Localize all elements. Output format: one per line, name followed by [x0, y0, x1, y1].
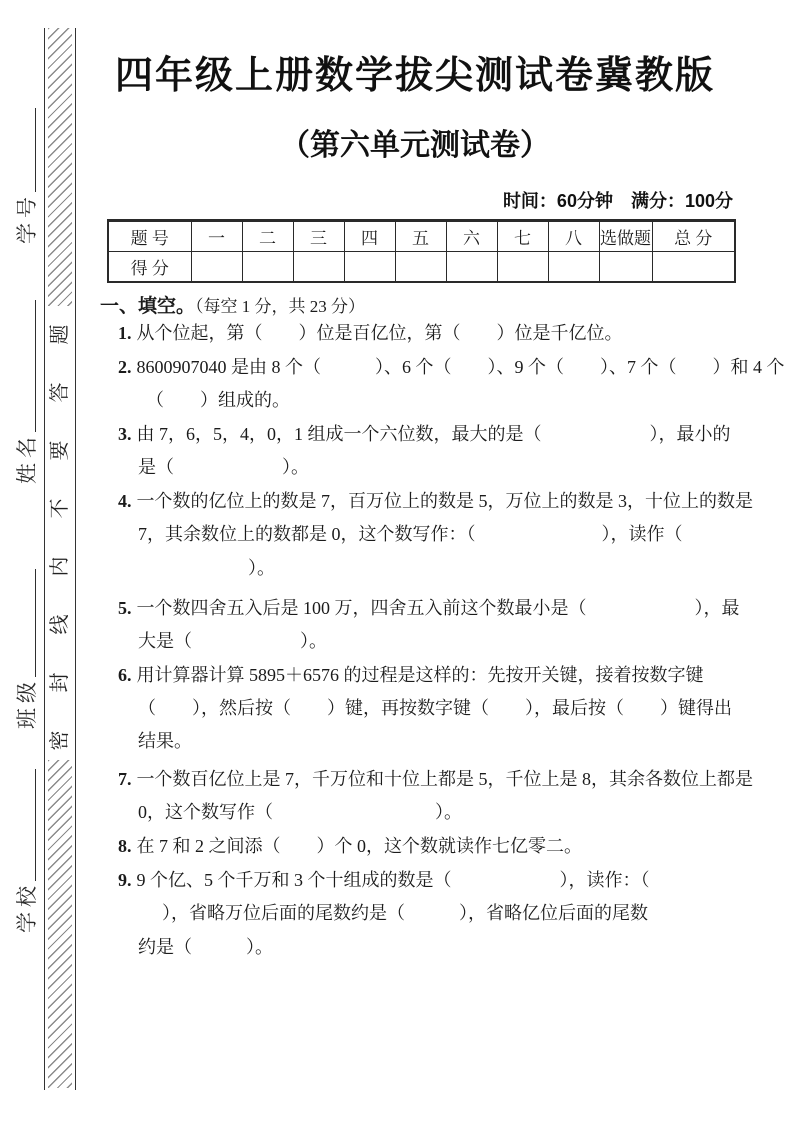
section-1-points-note: （每空 1 分，共 23 分） [195, 297, 366, 316]
student-name-field [12, 300, 40, 484]
question-6-line-2 [138, 697, 732, 719]
question-6-line-3 [138, 730, 192, 752]
question-2-number: 2. [118, 357, 132, 377]
question-9-text: 9 个亿、5 个千万和 3 个十组成的数是（ ），读作：（ [136, 870, 650, 890]
question-4-line-3 [248, 557, 275, 579]
student-id-field [12, 108, 40, 244]
score-table-header-cell: 四 [344, 221, 395, 252]
score-row-label: 得 分 [108, 252, 191, 283]
question-3-number: 3. [118, 424, 132, 444]
question-2-line-2 [146, 389, 290, 411]
score-table-header-cell: 三 [293, 221, 344, 252]
score-table-header-cell: 总 分 [652, 221, 735, 252]
paper-title: 四年级上册数学拔尖测试卷冀教版 [114, 55, 715, 97]
question-5-line-1 [118, 597, 740, 619]
class-blank-line [35, 569, 36, 677]
score-table-header-cell: 六 [446, 221, 497, 252]
question-5-number: 5. [118, 598, 132, 618]
question-8-number: 8. [118, 836, 132, 856]
question-9-line-3 [138, 936, 273, 958]
score-cell [293, 252, 344, 283]
time-and-score-info: 时间：60分钟 满分：100分 [502, 191, 733, 211]
question-8-text: 在 7 和 2 之间添（ ）个 0，这个数就读作七亿零二。 [136, 836, 582, 856]
score-table-header-cell: 五 [395, 221, 446, 252]
score-cell [548, 252, 599, 283]
seal-line-band [44, 28, 76, 1090]
section-1-title: 一、填空。 [100, 296, 196, 317]
score-table-header-cell: 一 [191, 221, 242, 252]
question-3-line-2 [138, 456, 309, 478]
question-4-text: 7，其余数位上的数都是 0，这个数写作：（ ），读作（ [138, 524, 683, 544]
student-id-blank-line [35, 108, 36, 192]
question-7-line-2 [138, 801, 462, 823]
question-1-line-1 [118, 322, 623, 344]
question-7-text: 0，这个数写作（ ）。 [138, 802, 462, 822]
question-5-text: 一个数四舍五入后是 100 万，四舍五入前这个数最小是（ ），最 [136, 598, 740, 618]
school-label: 学校 [15, 881, 39, 933]
student-name-blank-line [35, 300, 36, 432]
question-2-text: 8600907040 是由 8 个（ ）、6 个（ ）、9 个（ ）、7 个（ ）和 4 个 [136, 357, 785, 377]
question-6-line-1 [118, 664, 704, 686]
question-9-number: 9. [118, 870, 132, 890]
question-9-text: ），省略万位后面的尾数约是（ ），省略亿位后面的尾数 [162, 903, 648, 923]
student-name-label: 姓名 [15, 432, 39, 484]
class-field [12, 569, 40, 729]
question-6-text: 结果。 [138, 731, 192, 751]
question-3-text: 是（ ）。 [138, 457, 309, 477]
question-7-number: 7. [118, 769, 132, 789]
score-cell [652, 252, 735, 283]
question-7-line-1 [118, 768, 753, 790]
score-table-header-cell: 二 [242, 221, 293, 252]
school-field [12, 769, 40, 933]
question-5-line-2 [138, 630, 327, 652]
question-4-number: 4. [118, 491, 132, 511]
hatch-pattern-bottom [48, 760, 72, 1088]
question-3-line-1 [118, 423, 731, 445]
score-cell [191, 252, 242, 283]
question-6-text: 用计算器计算 5895＋6576 的过程是这样的：先按开关键，接着按数字键 [136, 665, 704, 685]
score-table-score-row [108, 252, 735, 283]
class-label: 班级 [15, 677, 39, 729]
question-7-text: 一个数百亿位上是 7，千万位和十位上都是 5，千位上是 8，其余各数位上都是 [136, 769, 753, 789]
score-table-header-cell: 八 [548, 221, 599, 252]
question-6-number: 6. [118, 665, 132, 685]
question-5-text: 大是（ ）。 [138, 631, 327, 651]
school-blank-line [35, 769, 36, 881]
score-cell [344, 252, 395, 283]
question-9-line-2 [162, 902, 648, 924]
question-1-number: 1. [118, 323, 132, 343]
question-6-text: （ ），然后按（ ）键，再按数字键（ ），最后按（ ）键得出 [138, 698, 732, 718]
question-2-text: （ ）组成的。 [146, 390, 290, 410]
score-table-header-cell: 七 [497, 221, 548, 252]
score-cell [395, 252, 446, 283]
question-4-line-2 [138, 523, 683, 545]
score-table [107, 219, 736, 283]
score-table-header-cell: 选做题 [599, 221, 652, 252]
score-cell [242, 252, 293, 283]
section-1-heading [100, 291, 365, 318]
paper-subtitle: （第六单元测试卷） [280, 129, 550, 162]
score-cell [599, 252, 652, 283]
question-1-text: 从个位起，第（ ）位是百亿位，第（ ）位是千亿位。 [136, 323, 623, 343]
question-4-text: 一个数的亿位上的数是 7，百万位上的数是 5，万位上的数是 3，十位上的数是 [136, 491, 753, 511]
score-cell [497, 252, 548, 283]
score-table-corner-cell: 题 号 [108, 221, 191, 252]
score-table-header-row [108, 221, 735, 252]
question-4-text: ）。 [248, 558, 275, 578]
question-4-line-1 [118, 490, 753, 512]
seal-line-text: 密 封 线 内 不 要 答 题 [49, 315, 71, 751]
question-8-line-1 [118, 835, 582, 857]
question-9-line-1 [118, 869, 650, 891]
student-id-label: 学号 [15, 192, 39, 244]
question-9-text: 约是（ ）。 [138, 937, 273, 957]
hatch-pattern-top [48, 28, 72, 306]
question-3-text: 由 7，6，5，4，0，1 组成一个六位数，最大的是（ ），最小的 [136, 424, 731, 444]
question-2-line-1 [118, 356, 785, 378]
score-cell [446, 252, 497, 283]
